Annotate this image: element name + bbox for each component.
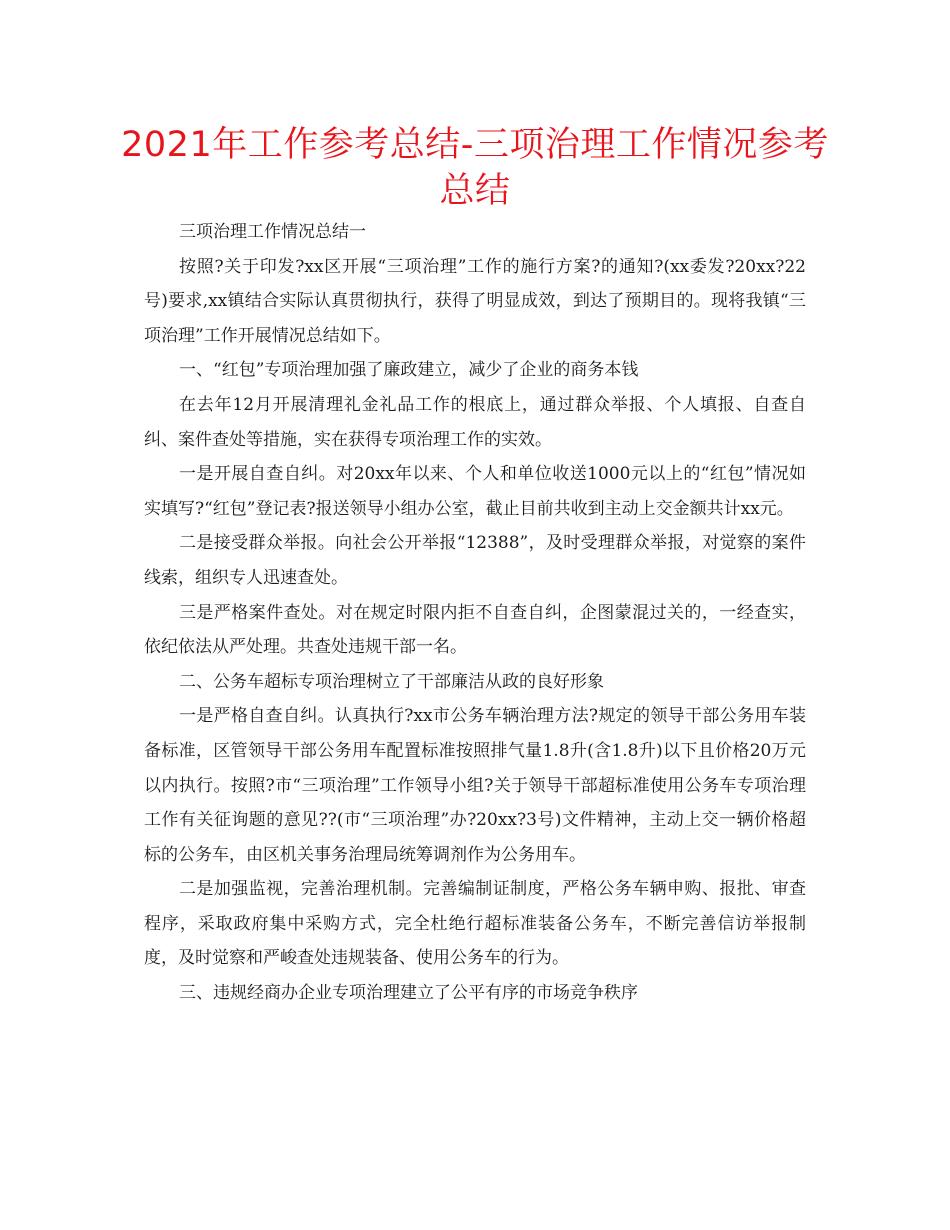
paragraph-heading-1: 一、“红包”专项治理加强了廉政建立，减少了企业的商务本钱 (179, 360, 639, 381)
paragraph: 一是开展自查自纠。对20xx年以来、个人和单位收送1000元以上的“红包”情况如实填写?“红包”登记表?报送领导小组办公室，截止目前共收到主动上交金额共计xx元。 (144, 464, 806, 519)
paragraph: 二是接受群众举报。向社会公开举报“12388”，及时受理群众举报，对觉察的案件线索，组织专人迅速查处。 (144, 533, 806, 588)
paragraph-heading-3: 三、违规经商办企业专项治理建立了公平有序的市场竞争秩序 (179, 983, 638, 1004)
paragraph: 在去年12月开展清理礼金礼品工作的根底上，通过群众举报、个人填报、自查自纠、案件查处等措施，实在获得专项治理工作的实效。 (144, 394, 806, 450)
paragraph-heading-2: 二、公务车超标专项治理树立了干部廉洁从政的良好形象 (179, 671, 604, 692)
document-body (144, 215, 806, 1011)
paragraph: 二是加强监视，完善治理机制。完善编制证制度，严格公务车辆申购、报批、审查程序，采取政府集中采购方式，完全杜绝行超标准装备公务车，不断完善信访举报制度，及时觉察和严峻查处违规装备、使用公务车的行为。 (144, 879, 806, 969)
paragraph: 一是严格自查自纠。认真执行?xx市公务车辆治理方法?规定的领导干部公务用车装备标准，区管领导干部公务用车配置标准按照排气量1.8升(含1.8升)以下且价格20万元以内执行。按照?市“三项治理”工作领导小组?关于领导干部超标准使用公务车专项治理工作有关征询题的意见??(市“三项治理”办?20xx?3号)文件精神，主动上交一辆价格超标的公务车，由区机关事务治理局统筹调剂作为公务用车。 (144, 706, 806, 865)
paragraph-section-heading: 三项治理工作情况总结一 (179, 222, 366, 242)
paragraph-intro: 按照?关于印发?xx区开展“三项治理”工作的施行方案?的通知?(xx委发?20xx?22号)要求,xx镇结合实际认真贯彻执行，获得了明显成效，到达了预期目的。现将我镇“三项治理”工作开展情况总结如下。 (144, 256, 806, 346)
paragraph: 三是严格案件查处。对在规定时限内拒不自查自纠，企图蒙混过关的，一经查实，依纪依法从严处理。共查处违规干部一名。 (144, 602, 806, 658)
document-title: 2021年工作参考总结-三项治理工作情况参考总结 (121, 125, 829, 211)
